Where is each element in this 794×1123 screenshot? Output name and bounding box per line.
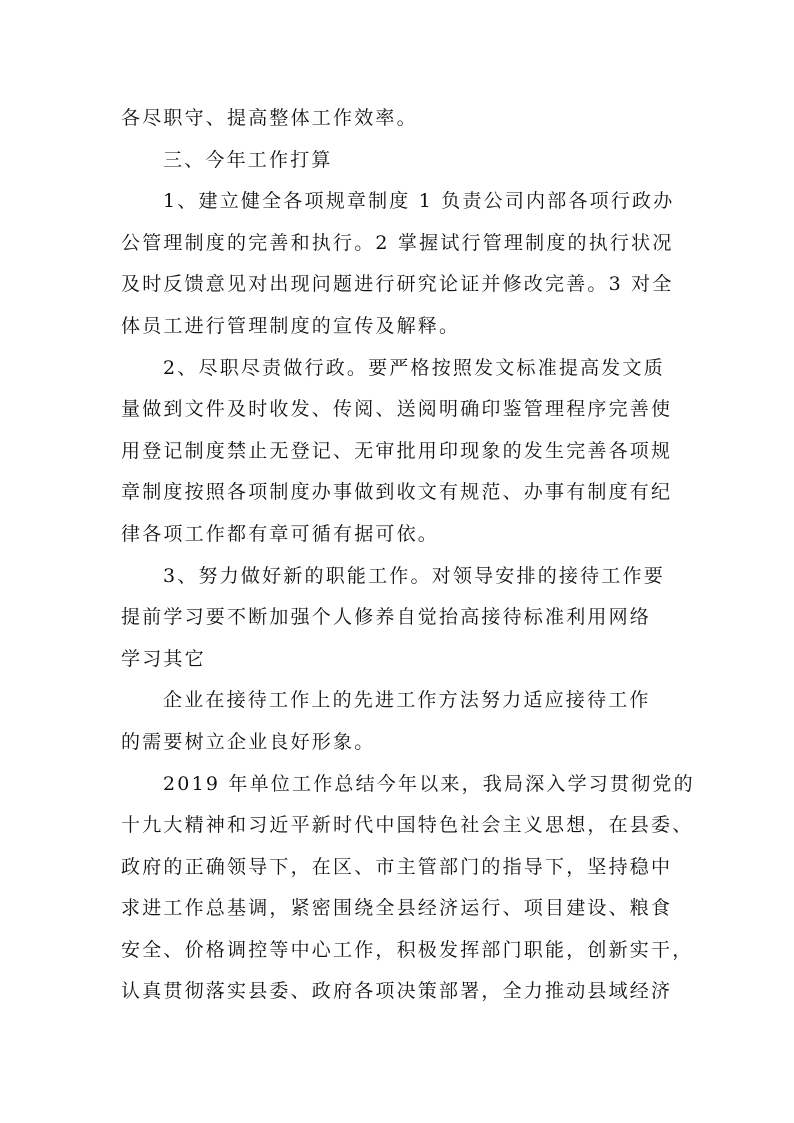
text-line: 各尽职守、提高整体工作效率。 [121, 107, 418, 129]
document-body [121, 98, 695, 1013]
text-line: 章制度按照各项制度办事做到收文有规范、办事有制度有纪 [121, 481, 673, 504]
text-line: 用登记制度禁止无登记、无审批用印现象的发生完善各项规 [121, 439, 673, 462]
text-line: 十九大精神和习近平新时代中国特色社会主义思想，在县委、 [121, 814, 694, 837]
paragraph-line: 3、努力做好新的职能工作。对领导安排的接待工作要 [163, 564, 665, 587]
paragraph-line: 2、尽职尽责做行政。要严格按照发文标准提高发文质 [163, 356, 665, 379]
text-line: 认真贯彻落实县委、政府各项决策部署，全力推动县域经济 [121, 980, 673, 1003]
paragraph-line: 2019 年单位工作总结今年以来，我局深入学习贯彻党的 [163, 772, 695, 795]
text-line: 安全、价格调控等中心工作，积极发挥部门职能，创新实干， [121, 938, 694, 961]
text-line: 的需要树立企业良好形象。 [121, 730, 376, 753]
text-line: 学习其它 [121, 647, 206, 670]
paragraph-line: 1、建立健全各项规章制度 1 负责公司内部各项行政办 [163, 190, 675, 213]
text-line: 提前学习要不断加强个人修养自觉抬高接待标准利用网络 [121, 606, 652, 629]
text-line: 公管理制度的完善和执行。2 掌握试行管理制度的执行状况 [121, 231, 674, 254]
paragraph-line: 企业在接待工作上的先进工作方法努力适应接待工作 [163, 689, 651, 712]
text-line: 政府的正确领导下，在区、市主管部门的指导下，坚持稳中 [121, 855, 673, 878]
text-line: 律各项工作都有章可循有据可依。 [121, 522, 440, 545]
text-line: 及时反馈意见对出现问题进行研究论证并修改完善。3 对全 [121, 273, 674, 296]
text-line: 体员工进行管理制度的宣传及解释。 [121, 314, 461, 337]
section-heading: 三、今年工作打算 [163, 148, 333, 171]
text-line: 量做到文件及时收发、传阅、送阅明确印鉴管理程序完善使 [121, 398, 673, 421]
text-line: 求进工作总基调，紧密围绕全县经济运行、项目建设、粮食 [121, 897, 673, 920]
